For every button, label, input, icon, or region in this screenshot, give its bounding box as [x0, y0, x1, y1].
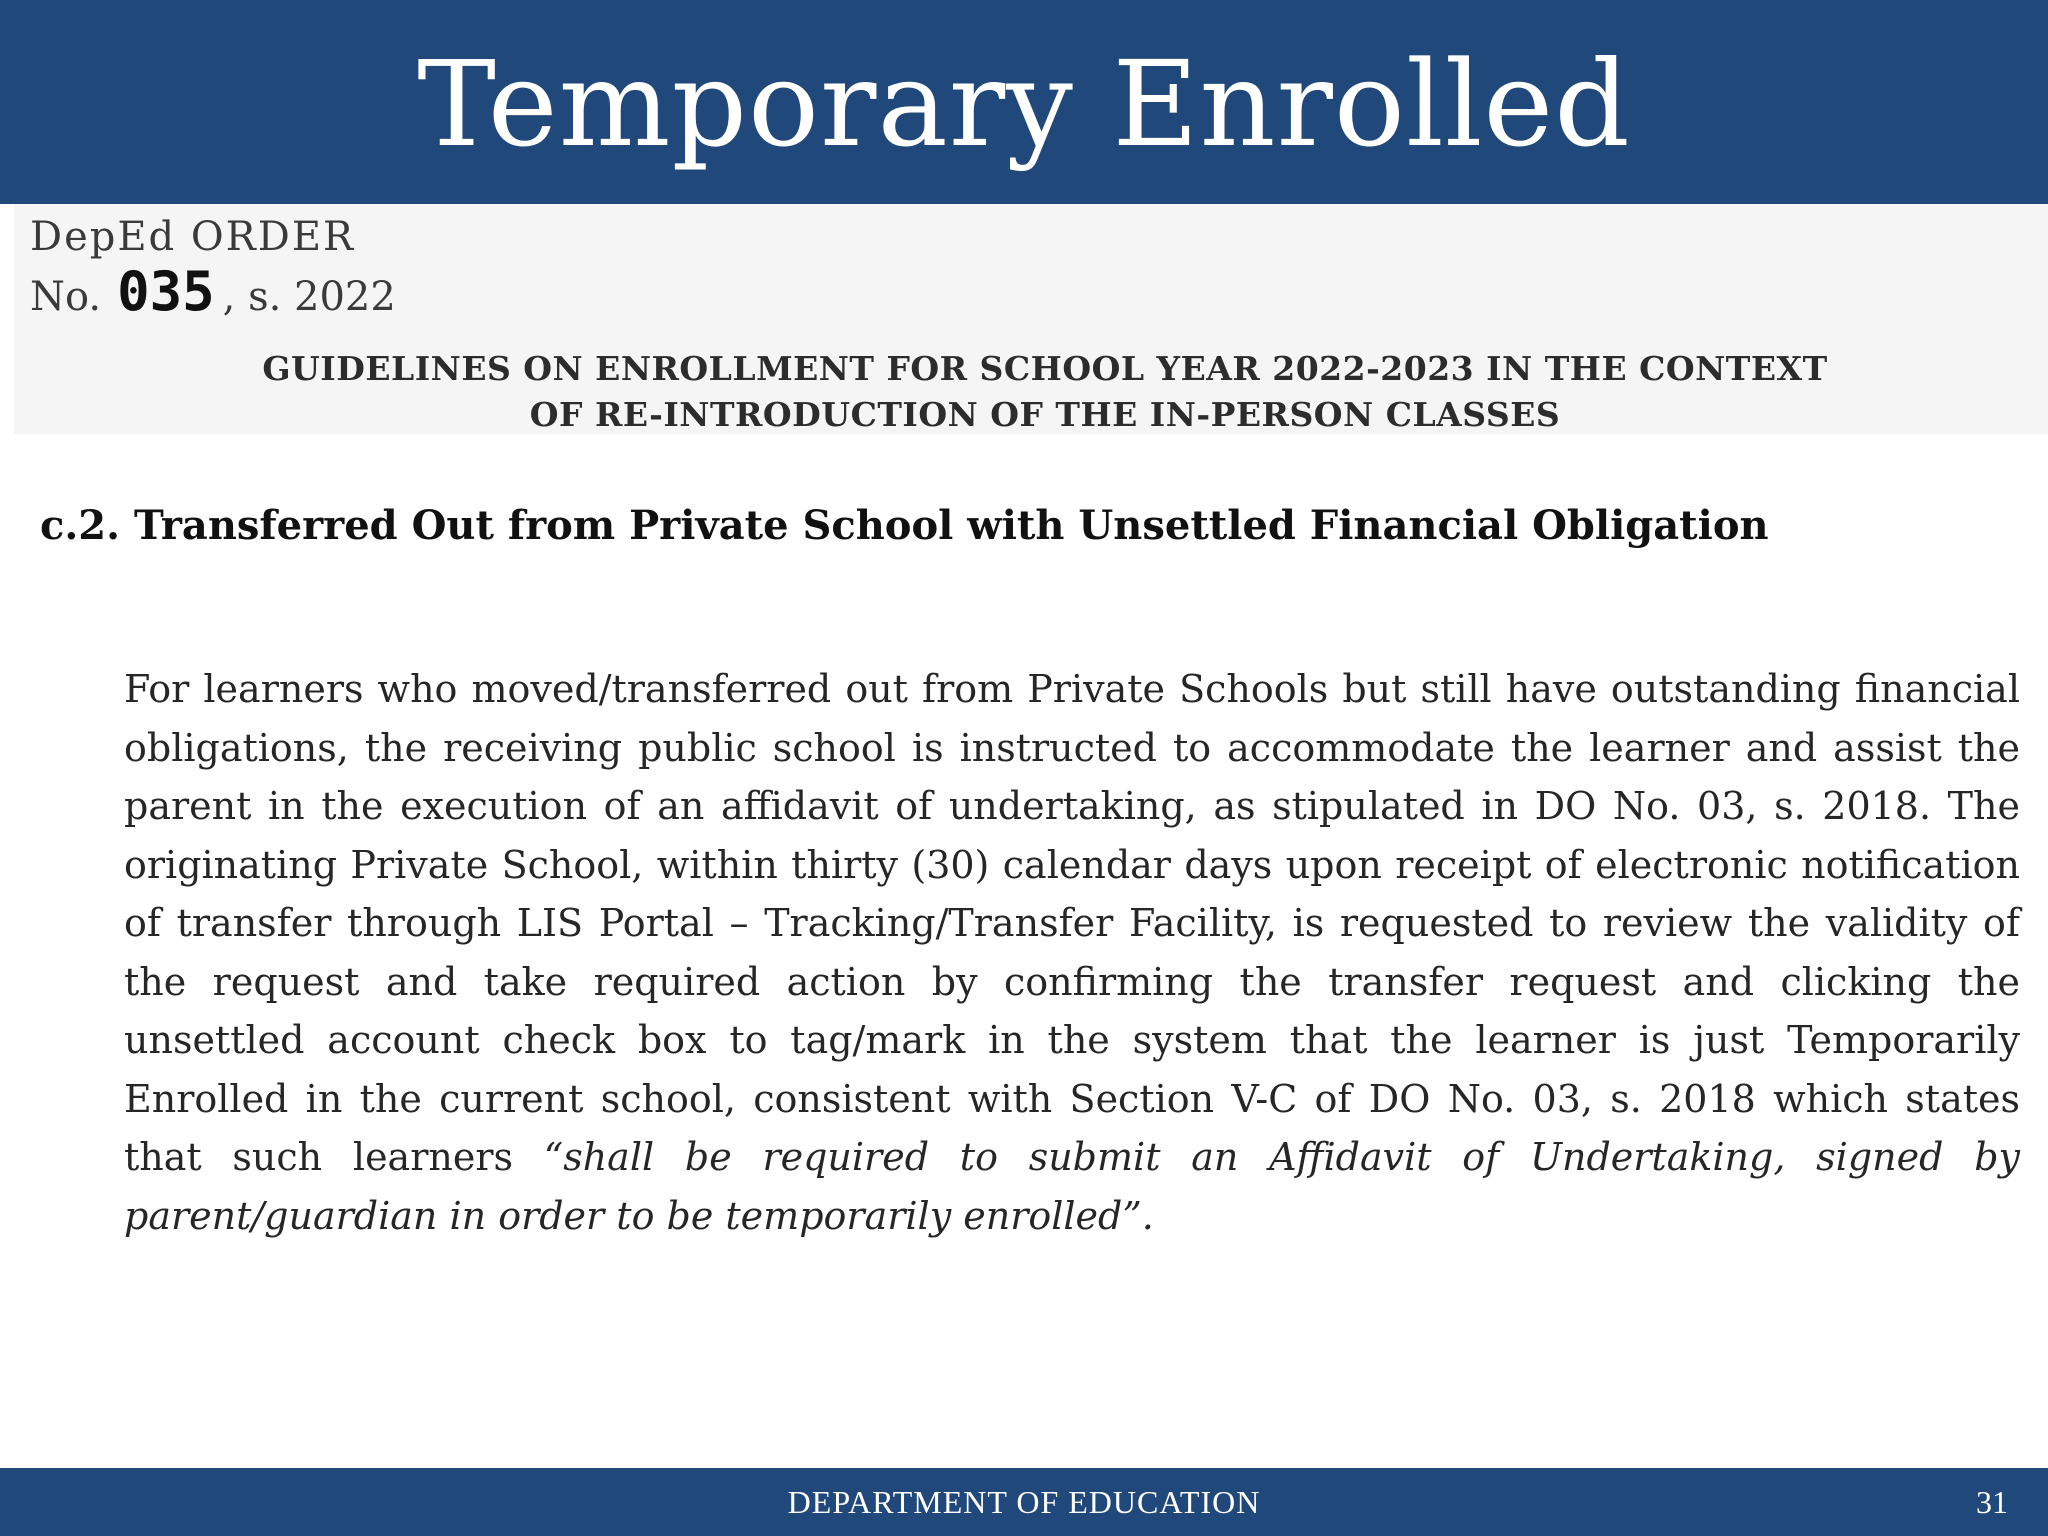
- section-body-text: For learners who moved/transferred out from Private Schools but still have outstanding financial obligations, the receiving public school is instructed to accommodate the learner and assist the parent in the execution of an affidavit of undertaking, as stipulated in DO No. 03, s. 2018. The originating Private School, within thirty (30) calendar days upon receipt of electronic notification of transfer through LIS Portal – Tracking/Transfer Facility, is requested to review the validity of the request and take required action by confirming the transfer request and clicking the unsettled account check box to tag/mark in the system that the learner is just Temporarily Enrolled in the current school, consistent with Section V-C of DO No. 03, s. 2018 which states that such learners: [124, 667, 2020, 1179]
- order-number-line: [30, 260, 396, 323]
- guidelines-title-line1: GUIDELINES ON ENROLLMENT FOR SCHOOL YEAR 2022-2023 IN THE CONTEXT: [262, 349, 1828, 388]
- guidelines-title-line2: OF RE-INTRODUCTION OF THE IN-PERSON CLASSES: [529, 395, 1561, 434]
- page-number: 31: [1976, 1484, 2008, 1520]
- footer-bar: [0, 1468, 2048, 1536]
- section-body: [124, 660, 2020, 1245]
- section-heading: c.2. Transferred Out from Private School with Unsettled Financial Obligation: [40, 502, 1769, 549]
- footer-department: DEPARTMENT OF EDUCATION: [787, 1484, 1261, 1520]
- order-no-prefix: No.: [30, 274, 102, 320]
- section-body-quote: “shall be required to submit an Affidavit of Undertaking, signed by parent/guardian in order to be temporarily enrolled”.: [124, 1135, 2020, 1238]
- order-number: 035: [117, 260, 215, 323]
- slide-title: Temporary Enrolled: [417, 35, 1631, 173]
- document-excerpt: [0, 204, 2048, 1468]
- guidelines-title: [60, 346, 2030, 438]
- deped-order-label: DepEd ORDER: [30, 214, 356, 260]
- order-series: , s. 2022: [222, 274, 396, 320]
- title-banner: [0, 0, 2048, 204]
